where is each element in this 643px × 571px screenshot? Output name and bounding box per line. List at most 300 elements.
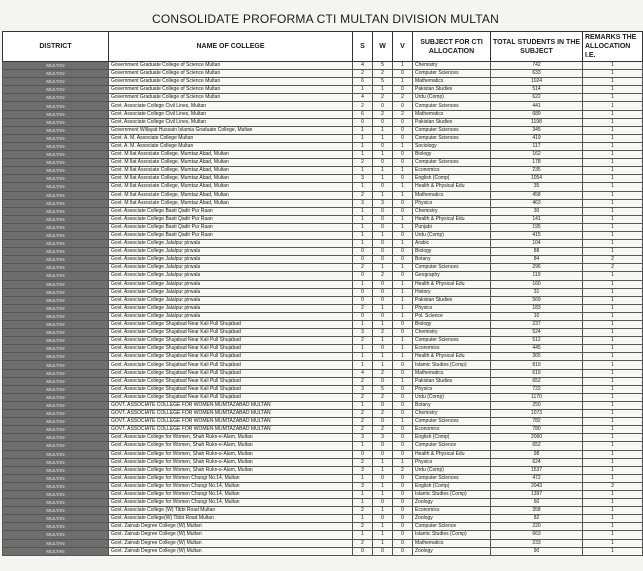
row-w: 1 (373, 482, 393, 490)
table-row (3, 207, 643, 215)
row-w: 0 (373, 418, 393, 426)
header-district: DISTRICT (3, 32, 109, 62)
row-students: 569 (491, 296, 583, 304)
row-s: 4 (353, 62, 373, 70)
row-district: MULTAN (3, 304, 109, 312)
row-subject: History (413, 288, 491, 296)
row-v: 0 (393, 248, 413, 256)
row-remark: 1 (583, 94, 643, 102)
row-w: 1 (373, 523, 393, 531)
table-row (3, 304, 643, 312)
row-remark: 1 (583, 450, 643, 458)
table-row (3, 474, 643, 482)
row-college: Govt. Associate College Basti Qadir Pur Raan (109, 231, 353, 239)
row-w: 0 (373, 312, 393, 320)
row-college: Government Graduate College of Science Multan (109, 86, 353, 94)
row-remark: 1 (583, 337, 643, 345)
row-w: 1 (373, 490, 393, 498)
row-remark: 2 (583, 482, 643, 490)
row-subject: Islamic Studies (Comp) (413, 361, 491, 369)
row-v: 0 (393, 539, 413, 547)
row-v: 1 (393, 418, 413, 426)
proforma-table (2, 31, 643, 556)
table-row (3, 272, 643, 280)
table-row (3, 110, 643, 118)
row-w: 2 (373, 70, 393, 78)
table-row (3, 151, 643, 159)
row-college: Govt. Associate College Civil Lines, Multan (109, 102, 353, 110)
table-row (3, 450, 643, 458)
table-row (3, 102, 643, 110)
row-w: 1 (373, 264, 393, 272)
row-college: Govt. A. M. Associate College Multan (109, 142, 353, 150)
row-v: 0 (393, 515, 413, 523)
row-subject: Urdu (Comp) (413, 94, 491, 102)
row-subject: Mathematics (413, 539, 491, 547)
row-district: MULTAN (3, 337, 109, 345)
table-row (3, 321, 643, 329)
row-s: 6 (353, 110, 373, 118)
row-remark: 1 (583, 142, 643, 150)
row-s: 6 (353, 78, 373, 86)
row-remark: 1 (583, 272, 643, 280)
row-w: 2 (373, 369, 393, 377)
row-w: 0 (373, 118, 393, 126)
row-remark: 1 (583, 531, 643, 539)
row-college: Govt. Associate College Jalalpur pirwala (109, 312, 353, 320)
row-remark: 1 (583, 434, 643, 442)
row-college: Govt. Associate College for Women, Shah Rukn-e-Alam, Multan (109, 466, 353, 474)
row-college: Govt. Associate College Jalalpur pirwala (109, 256, 353, 264)
table-row (3, 288, 643, 296)
row-w: 0 (373, 183, 393, 191)
row-college: Govt. Associate College Basti Qadir Pur Raan (109, 207, 353, 215)
row-subject: Health & Physical Edu (413, 215, 491, 223)
row-students: 90 (491, 547, 583, 555)
row-s: 4 (353, 94, 373, 102)
row-district: MULTAN (3, 474, 109, 482)
row-w: 0 (373, 288, 393, 296)
row-w: 1 (373, 466, 393, 474)
row-remark: 1 (583, 248, 643, 256)
row-subject: Physics (413, 458, 491, 466)
row-v: 1 (393, 280, 413, 288)
row-district: MULTAN (3, 223, 109, 231)
table-row (3, 223, 643, 231)
row-subject: Pol. Science (413, 312, 491, 320)
row-s: 3 (353, 482, 373, 490)
row-w: 0 (373, 248, 393, 256)
row-district: MULTAN (3, 312, 109, 320)
row-remark: 1 (583, 167, 643, 175)
row-subject: Computer Sciences (413, 102, 491, 110)
row-v: 0 (393, 385, 413, 393)
row-s: 0 (353, 312, 373, 320)
row-remark: 1 (583, 515, 643, 523)
row-w: 1 (373, 151, 393, 159)
row-students: 141 (491, 215, 583, 223)
row-s: 1 (353, 240, 373, 248)
row-v: 0 (393, 523, 413, 531)
row-district: MULTAN (3, 329, 109, 337)
row-s: 3 (353, 199, 373, 207)
row-w: 0 (373, 401, 393, 409)
row-v: 0 (393, 102, 413, 110)
row-v: 0 (393, 272, 413, 280)
table-row (3, 183, 643, 191)
row-students: 1198 (491, 118, 583, 126)
table-row (3, 142, 643, 150)
row-remark: 1 (583, 385, 643, 393)
table-row (3, 482, 643, 490)
header-w: W (373, 32, 393, 62)
row-district: MULTAN (3, 215, 109, 223)
header-row (3, 32, 643, 62)
row-s: 3 (353, 175, 373, 183)
row-v: 0 (393, 321, 413, 329)
header-v: V (393, 32, 413, 62)
table-row (3, 86, 643, 94)
row-college: Government Graduate College of Science Multan (109, 70, 353, 78)
row-students: 183 (491, 304, 583, 312)
row-v: 0 (393, 118, 413, 126)
row-v: 1 (393, 345, 413, 353)
row-w: 2 (373, 329, 393, 337)
row-students: 663 (491, 531, 583, 539)
row-w: 1 (373, 353, 393, 361)
row-students: 160 (491, 280, 583, 288)
row-district: MULTAN (3, 507, 109, 515)
table-row (3, 62, 643, 70)
row-district: MULTAN (3, 142, 109, 150)
row-subject: Biology (413, 248, 491, 256)
row-s: 2 (353, 264, 373, 272)
row-s: 2 (353, 377, 373, 385)
row-v: 0 (393, 434, 413, 442)
header-college: NAME OF COLLEGE (109, 32, 353, 62)
table-row (3, 490, 643, 498)
row-district: MULTAN (3, 442, 109, 450)
row-subject: Computer Sciences (413, 418, 491, 426)
row-college: Govt. M Ilat Associate College, Mumtaz Abad, Multan (109, 199, 353, 207)
row-s: 1 (353, 361, 373, 369)
row-students: 35 (491, 183, 583, 191)
row-college: Govt. Associate College Civil Lines, Multan (109, 110, 353, 118)
row-subject: Islamic Studies (Comp) (413, 531, 491, 539)
row-s: 2 (353, 410, 373, 418)
row-district: MULTAN (3, 175, 109, 183)
row-students: 178 (491, 159, 583, 167)
row-college: Govt. Associate College Jalalpur pirwala (109, 280, 353, 288)
row-district: MULTAN (3, 401, 109, 409)
row-w: 0 (373, 102, 393, 110)
row-subject: Botany (413, 256, 491, 264)
row-students: 10 (491, 312, 583, 320)
row-s: 1 (353, 531, 373, 539)
row-v: 0 (393, 401, 413, 409)
row-v: 0 (393, 70, 413, 78)
table-row (3, 361, 643, 369)
row-w: 1 (373, 321, 393, 329)
row-s: 0 (353, 272, 373, 280)
row-v: 1 (393, 377, 413, 385)
table-row (3, 240, 643, 248)
row-subject: Urdu (Comp) (413, 466, 491, 474)
row-district: MULTAN (3, 321, 109, 329)
row-w: 0 (373, 474, 393, 482)
row-subject: Sociology (413, 142, 491, 150)
row-subject: Computer Sciences (413, 134, 491, 142)
row-remark: 1 (583, 312, 643, 320)
row-w: 2 (373, 94, 393, 102)
row-v: 0 (393, 256, 413, 264)
row-v: 1 (393, 304, 413, 312)
row-remark: 1 (583, 151, 643, 159)
row-college: Govt. Associate College Shujabad Near Kali Pull Shujabad (109, 385, 353, 393)
table-row (3, 499, 643, 507)
row-college: Govt. A. M. Associate College Multan (109, 134, 353, 142)
row-subject: English (Comp) (413, 482, 491, 490)
row-district: MULTAN (3, 78, 109, 86)
row-students: 233 (491, 539, 583, 547)
row-students: 365 (491, 353, 583, 361)
row-v: 0 (393, 369, 413, 377)
row-subject: Pakistan Studies (413, 86, 491, 94)
row-s: 2 (353, 159, 373, 167)
row-college: Government Graduate College of Science Multan (109, 94, 353, 102)
row-v: 1 (393, 167, 413, 175)
row-college: Govt. Associate College Shujabad Near Kali Pull Shujabad (109, 361, 353, 369)
row-subject: Computer Sciences (413, 474, 491, 482)
table-row (3, 175, 643, 183)
row-college: Govt. M Ilat Associate College, Mumtaz Abad, Multan (109, 191, 353, 199)
row-college: GOVT. ASSOCIATE COLLEGE FOR WOMEN MUMTAZABAD MULTAN (109, 401, 353, 409)
row-s: 1 (353, 401, 373, 409)
row-s: 1 (353, 442, 373, 450)
row-remark: 1 (583, 426, 643, 434)
row-s: 2 (353, 426, 373, 434)
row-students: 195 (491, 223, 583, 231)
row-students: 1170 (491, 393, 583, 401)
row-w: 1 (373, 231, 393, 239)
table-row (3, 296, 643, 304)
row-students: 345 (491, 126, 583, 134)
row-subject: Chemistry (413, 62, 491, 70)
row-remark: 1 (583, 304, 643, 312)
row-college: Govt. Associate College for Women, Shah Rukn-e-Alam, Multan (109, 434, 353, 442)
row-w: 1 (373, 361, 393, 369)
row-subject: Zoology (413, 499, 491, 507)
row-remark: 1 (583, 118, 643, 126)
row-v: 1 (393, 264, 413, 272)
row-w: 0 (373, 240, 393, 248)
row-subject: Pakistan Studies (413, 118, 491, 126)
row-college: Govt. M Ilat Associate College, Mumtaz Abad, Multan (109, 183, 353, 191)
row-subject: Islamic Studies (Comp) (413, 490, 491, 498)
row-v: 1 (393, 78, 413, 86)
table-row (3, 353, 643, 361)
row-college: Govt. Associate College Shujabad Near Kali Pull Shujabad (109, 377, 353, 385)
table-row (3, 280, 643, 288)
row-students: 1073 (491, 410, 583, 418)
row-students: 220 (491, 523, 583, 531)
table-row (3, 215, 643, 223)
row-students: 88 (491, 248, 583, 256)
row-college: Govt. Associate College Basti Qadir Pur Raan (109, 223, 353, 231)
row-s: 1 (353, 490, 373, 498)
row-s: 1 (353, 215, 373, 223)
row-college: Govt. Associate College Jalalpur pirwala (109, 296, 353, 304)
row-remark: 1 (583, 458, 643, 466)
table-row (3, 539, 643, 547)
row-s: 0 (353, 118, 373, 126)
row-students: 472 (491, 474, 583, 482)
row-college: Govt. Associate College Jalalpur pirwala (109, 264, 353, 272)
row-subject: Chemistry (413, 329, 491, 337)
row-students: 2043 (491, 482, 583, 490)
row-students: 619 (491, 369, 583, 377)
table-row (3, 199, 643, 207)
row-w: 0 (373, 345, 393, 353)
row-college: Govt. Associate College Shujabad Near Kali Pull Shujabad (109, 329, 353, 337)
table-row (3, 78, 643, 86)
row-district: MULTAN (3, 490, 109, 498)
table-row (3, 94, 643, 102)
row-district: MULTAN (3, 102, 109, 110)
row-college: GOVT. ASSOCIATE COLLEGE FOR WOMEN MUMTAZABAD MULTAN (109, 426, 353, 434)
row-students: 2060 (491, 434, 583, 442)
row-w: 1 (373, 304, 393, 312)
row-remark: 1 (583, 134, 643, 142)
row-remark: 1 (583, 345, 643, 353)
row-district: MULTAN (3, 523, 109, 531)
row-remark: 1 (583, 361, 643, 369)
row-v: 0 (393, 490, 413, 498)
table-row (3, 167, 643, 175)
row-v: 2 (393, 110, 413, 118)
row-college: Govt. Associate College for Women, Shah Rukn-e-Alam, Multan (109, 442, 353, 450)
row-subject: English (Comp) (413, 175, 491, 183)
row-v: 2 (393, 466, 413, 474)
row-subject: Botany (413, 401, 491, 409)
row-v: 1 (393, 312, 413, 320)
row-w: 1 (373, 539, 393, 547)
row-remark: 1 (583, 62, 643, 70)
row-s: 0 (353, 296, 373, 304)
row-students: 633 (491, 70, 583, 78)
row-remark: 1 (583, 223, 643, 231)
row-v: 1 (393, 183, 413, 191)
row-v: 1 (393, 191, 413, 199)
row-district: MULTAN (3, 385, 109, 393)
row-v: 0 (393, 361, 413, 369)
row-v: 0 (393, 442, 413, 450)
row-subject: Computer Sciences (413, 159, 491, 167)
row-subject: Health & Physical Edu (413, 450, 491, 458)
table-row (3, 418, 643, 426)
row-subject: Arabic (413, 240, 491, 248)
row-remark: 1 (583, 369, 643, 377)
row-students: 296 (491, 264, 583, 272)
row-v: 0 (393, 199, 413, 207)
row-college: Govt. M Ilat Associate College, Mumtaz Abad, Multan (109, 175, 353, 183)
row-students: 780 (491, 426, 583, 434)
row-s: 3 (353, 466, 373, 474)
row-subject: Biology (413, 151, 491, 159)
table-row (3, 312, 643, 320)
row-s: 1 (353, 134, 373, 142)
row-s: 1 (353, 151, 373, 159)
row-w: 3 (373, 199, 393, 207)
row-district: MULTAN (3, 62, 109, 70)
row-district: MULTAN (3, 369, 109, 377)
row-remark: 1 (583, 490, 643, 498)
row-v: 0 (393, 426, 413, 434)
row-remark: 1 (583, 183, 643, 191)
row-district: MULTAN (3, 191, 109, 199)
row-v: 1 (393, 337, 413, 345)
row-district: MULTAN (3, 240, 109, 248)
row-w: 0 (373, 223, 393, 231)
row-college: Govt. Zainab Degree College (W) Multan (109, 531, 353, 539)
row-s: 1 (353, 167, 373, 175)
table-row (3, 126, 643, 134)
row-students: 652 (491, 377, 583, 385)
row-v: 1 (393, 458, 413, 466)
row-remark: 1 (583, 442, 643, 450)
row-w: 1 (373, 86, 393, 94)
row-remark: 1 (583, 215, 643, 223)
table-row (3, 191, 643, 199)
row-v: 0 (393, 507, 413, 515)
row-subject: Urdu (Comp) (413, 393, 491, 401)
row-college: Govt. Associate College for Women, Shah Rukn-e-Alam, Multan (109, 458, 353, 466)
row-s: 2 (353, 304, 373, 312)
row-s: 2 (353, 418, 373, 426)
row-w: 3 (373, 434, 393, 442)
row-students: 524 (491, 329, 583, 337)
row-s: 2 (353, 523, 373, 531)
row-district: MULTAN (3, 199, 109, 207)
row-remark: 1 (583, 507, 643, 515)
row-subject: Computer Sciences (413, 70, 491, 78)
row-district: MULTAN (3, 126, 109, 134)
row-remark: 1 (583, 126, 643, 134)
row-v: 1 (393, 215, 413, 223)
row-v: 1 (393, 240, 413, 248)
row-district: MULTAN (3, 231, 109, 239)
row-s: 1 (353, 126, 373, 134)
row-remark: 1 (583, 401, 643, 409)
row-v: 0 (393, 86, 413, 94)
row-students: 237 (491, 321, 583, 329)
row-v: 0 (393, 482, 413, 490)
row-district: MULTAN (3, 418, 109, 426)
row-subject: Zoology (413, 515, 491, 523)
row-subject: Mathematics (413, 110, 491, 118)
row-college: Govt. Associate College Shujabad Near Kali Pull Shujabad (109, 353, 353, 361)
row-subject: Mathematics (413, 78, 491, 86)
row-students: 119 (491, 272, 583, 280)
row-s: 1 (353, 207, 373, 215)
row-w: 2 (373, 272, 393, 280)
row-students: 445 (491, 345, 583, 353)
row-college: Govt. Associate College for Women Chungi No.14, Multan (109, 490, 353, 498)
row-college: Government Graduate College of Science Multan (109, 78, 353, 86)
row-district: MULTAN (3, 167, 109, 175)
row-remark: 1 (583, 353, 643, 361)
row-students: 514 (491, 86, 583, 94)
